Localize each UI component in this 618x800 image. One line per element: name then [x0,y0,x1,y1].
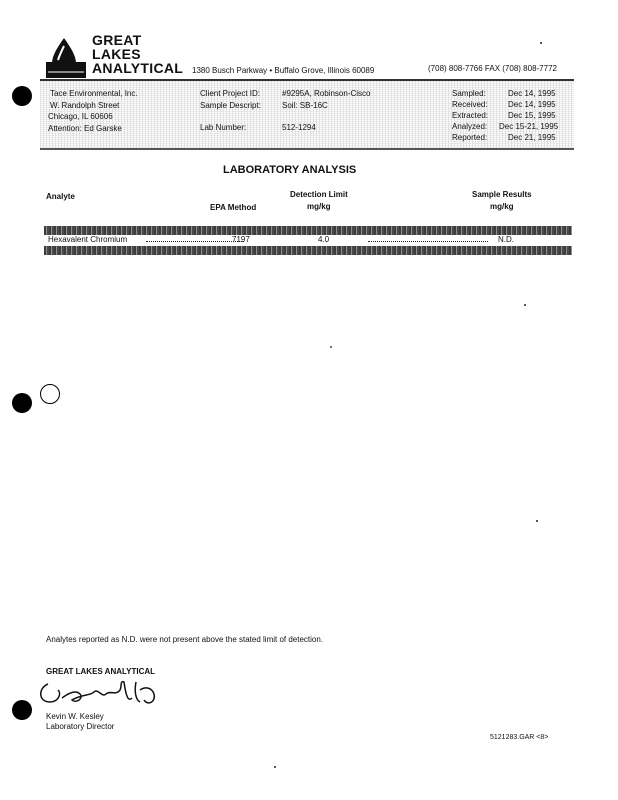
table-top-band [44,226,572,235]
company-name-line-2: LAKES [92,46,141,62]
file-reference: 5121283.GAR <8> [490,734,549,741]
report-title: LABORATORY ANALYSIS [223,164,357,176]
lab-number-label: Lab Number: [200,123,247,132]
company-logo [44,32,184,82]
company-name-line-1: GREAT [92,32,142,48]
project-id-label: Client Project ID: [200,89,261,98]
client-attention: Attention: Ed Garske [48,124,122,133]
scan-speck [330,346,332,348]
client-city: Chicago, IL 60606 [48,112,113,121]
col-header-epa-method: EPA Method [210,203,257,212]
table-bottom-band [44,246,572,255]
row-epa-method: 7197 [232,235,250,244]
header-band-bottom-rule [40,148,574,150]
row-analyte: Hexavalent Chromium [48,235,128,244]
punch-hole-bottom [12,700,32,720]
nd-note: Analytes reported as N.D. were not present above the stated limit of detection. [46,635,324,644]
signature-image [36,676,166,710]
analyzed-label: Analyzed: [452,122,488,131]
extracted-value: Dec 15, 1995 [508,111,556,120]
row-leader-dots-2 [368,241,488,242]
row-detection-limit: 4.0 [318,235,330,244]
table-row [44,235,572,246]
company-address: 1380 Busch Parkway • Buffalo Grove, Illinois 60089 [192,66,375,75]
client-name: Tace Environmental, Inc. [50,89,138,98]
signer-name: Kevin W. Kesley [46,712,104,721]
scan-speck [540,42,542,44]
punch-hole-top [12,86,32,106]
logo-mark-icon [44,36,88,80]
col-header-sample-results: Sample Results [472,190,532,199]
extracted-label: Extracted: [452,111,489,120]
lab-number-value: 512-1294 [282,123,316,132]
company-phone-fax: (708) 808-7766 FAX (708) 808-7772 [428,64,557,73]
scan-speck [524,304,526,306]
col-header-analyte: Analyte [46,192,75,201]
analyzed-value: Dec 15-21, 1995 [499,122,559,131]
received-value: Dec 14, 1995 [508,100,556,109]
sampled-value: Dec 14, 1995 [508,89,556,98]
received-label: Received: [452,100,488,109]
client-street: W. Randolph Street [50,101,120,110]
row-result: N.D. [498,235,514,244]
scan-speck [536,520,538,522]
sampled-label: Sampled: [452,89,486,98]
company-name-line-3: ANALYTICAL [92,60,184,76]
col-header-detection-unit: mg/kg [307,202,331,211]
header-band-top-rule [40,79,574,81]
sample-descript-label: Sample Descript: [200,101,261,110]
punch-hole-ring [40,384,60,404]
sample-descript-value: Soil: SB-16C [282,101,328,110]
col-header-results-unit: mg/kg [490,202,514,211]
project-id-value: #9295A, Robinson-Cisco [282,89,371,98]
signer-title: Laboratory Director [46,722,115,731]
row-leader-dots-1 [146,241,244,242]
scan-speck [274,766,276,768]
reported-value: Dec 21, 1995 [508,133,556,142]
punch-hole-middle [12,393,32,413]
signoff-company: GREAT LAKES ANALYTICAL [46,667,156,676]
col-header-detection-limit: Detection Limit [290,190,348,199]
reported-label: Reported: [452,133,488,142]
